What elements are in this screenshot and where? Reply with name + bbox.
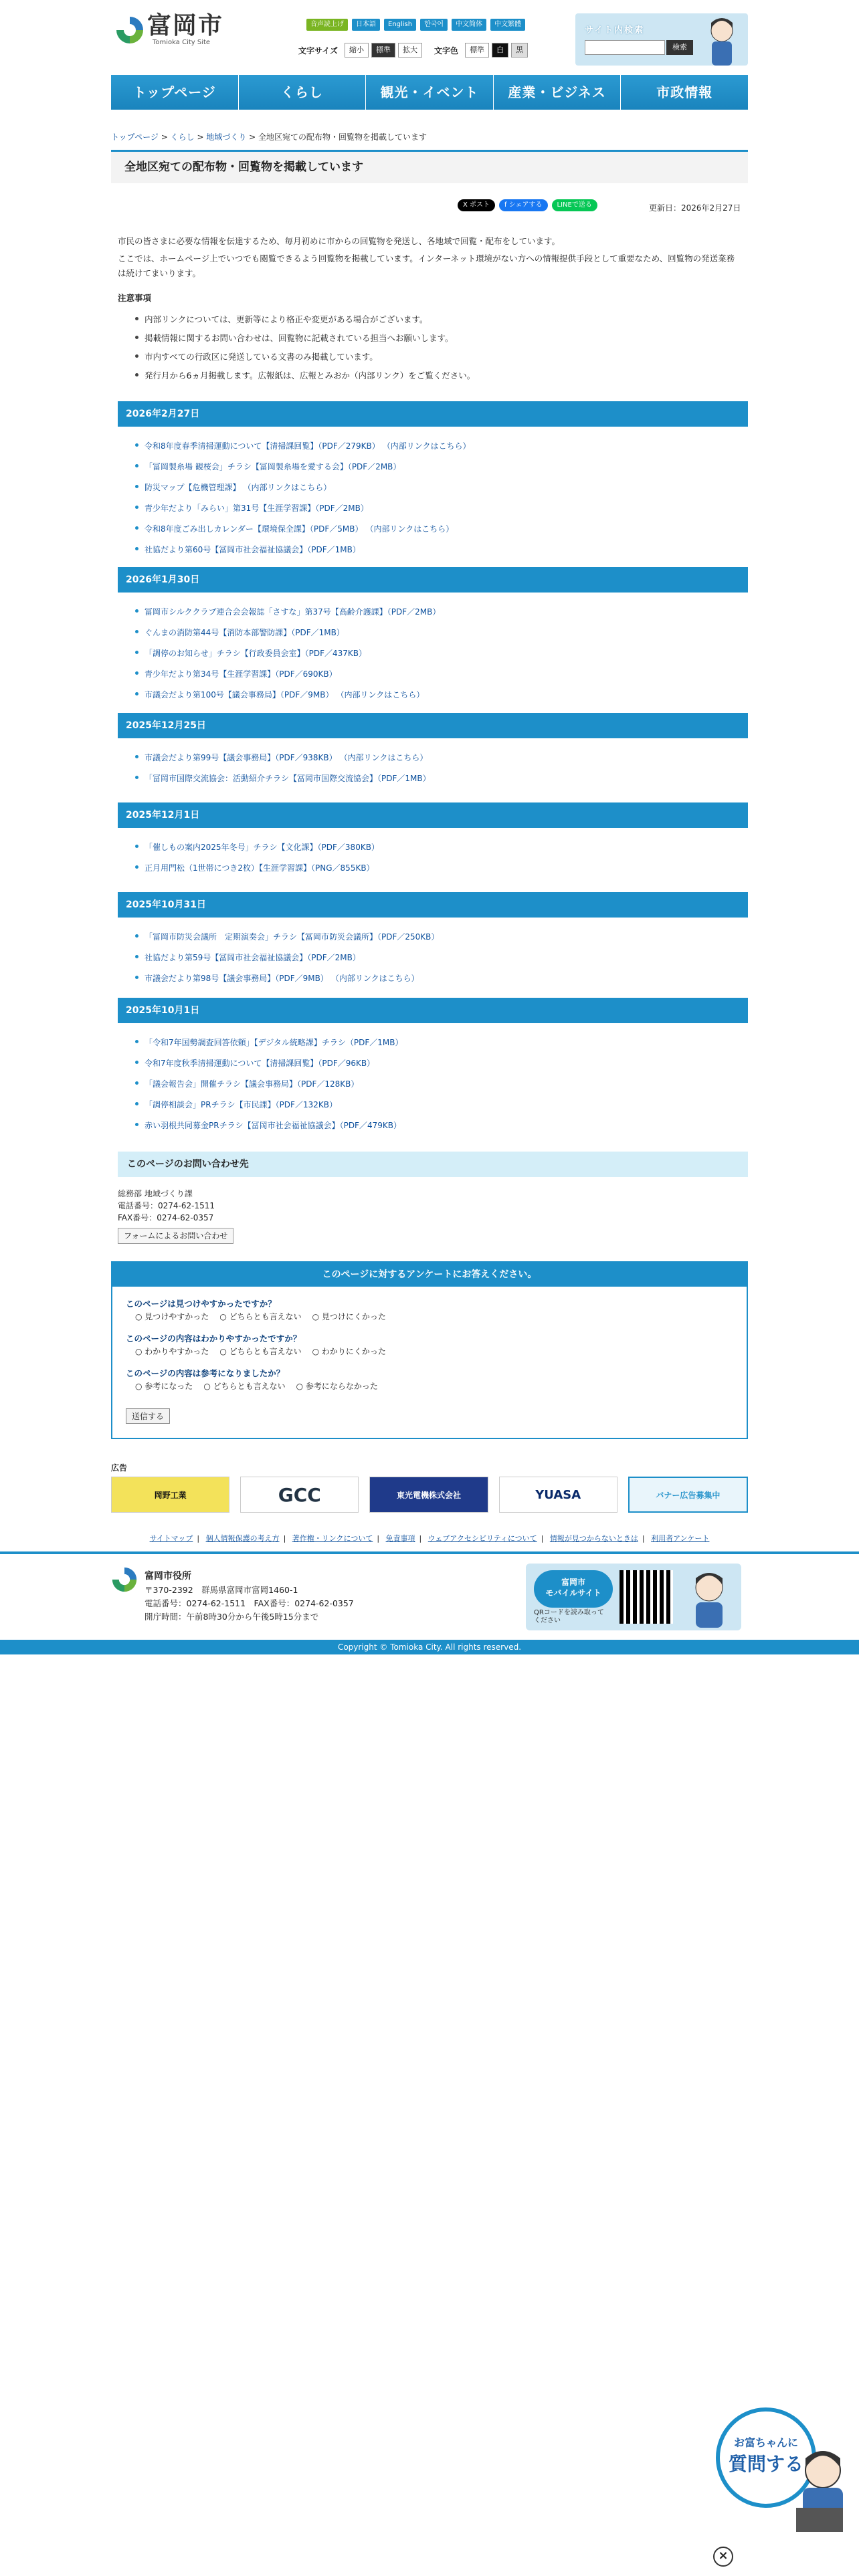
document-link[interactable]: 社協だより第59号【冨岡市社会福祉協議会】（PDF／2MB） [145,953,361,962]
list-item [145,647,748,659]
footer-link[interactable]: 著作権・リンクについて [292,1534,373,1543]
q1-option[interactable]: ○ どちらとも言えない [219,1311,301,1322]
document-link[interactable]: 「調停相談会」PRチラシ【市民課】（PDF／132KB） [145,1100,337,1109]
internal-link[interactable]: （内部リンクはこちら） [369,524,454,534]
list-item [145,502,748,514]
mascot-icon [681,1568,737,1628]
date-section [118,401,748,564]
survey-q3: このページの内容は参考になりましたか？ [126,1368,285,1378]
date-section [118,998,748,1140]
nav-sangyo[interactable]: 産業・ビジネス [494,75,622,110]
footer-link[interactable]: 免責事項 [385,1534,415,1543]
contact-form-button[interactable]: フォームによるお問い合わせ [118,1228,233,1244]
site-name-en: Tomioka City Site [153,39,211,46]
qr-code-icon [619,1570,673,1624]
internal-link[interactable]: （内部リンクはこちら） [386,441,471,451]
date-section [118,892,748,993]
intro-paragraph: 市民の皆さまに必要な情報を伝達するため、毎月初めに市からの回覧物を発送し、各地域で回覧・配布をしています。 [118,236,561,246]
ad-banner-recruit[interactable]: バナー広告募集中 [628,1477,748,1513]
site-name: 富岡市 [147,12,224,39]
ad-banner[interactable]: 岡野工業 [111,1477,229,1513]
q2-option[interactable]: ○ わかりにくかった [312,1346,386,1357]
site-search [575,13,748,66]
speech-button[interactable]: 音声読上げ [306,19,348,31]
crumb-chiiki[interactable]: 地域づくり [206,132,247,142]
list-item [145,606,748,617]
document-link[interactable]: 赤い羽根共同募金PRチラシ【冨岡市社会福祉協議会】（PDF／479KB） [145,1121,401,1130]
section-date-heading: 2025年12月25日 [118,713,748,738]
size-small-button[interactable]: 縮小 [345,43,369,58]
footer-link[interactable]: 利用者アンケート [651,1534,710,1543]
contact-title: このページのお問い合わせ先 [118,1152,748,1177]
line-share-button[interactable]: LINEで送る [552,199,597,211]
footer-link[interactable]: 個人情報保護の考え方 [205,1534,280,1543]
search-input[interactable] [585,40,665,55]
facebook-share-button[interactable]: f シェアする [499,199,548,211]
document-link[interactable]: 「議会報告会」開催チラシ【議会事務局】（PDF／128KB） [145,1079,359,1089]
internal-link[interactable]: （内部リンクはこちら） [247,483,332,492]
list-item [145,862,748,873]
crumb-kurashi[interactable]: くらし [170,132,195,142]
document-link[interactable]: 社協だより第60号【冨岡市社会福祉協議会】（PDF／1MB） [145,545,361,554]
updated-date: 更新日：2026年2月27日 [649,203,741,213]
document-link[interactable]: 「冨岡製糸場 観桜会」チラシ【冨岡製糸場を愛する会】（PDF／2MB） [145,462,401,471]
footer-name: 富岡市役所 [145,1571,191,1582]
list-item [145,481,748,493]
search-button[interactable]: 検索 [666,40,693,55]
internal-link[interactable]: （内部リンクはこちら） [343,753,428,762]
size-normal-button[interactable]: 標準 [371,43,395,58]
note-item: 掲載情報に関するお問い合わせは、回覧物に記載されている担当へお願いします。 [145,332,741,344]
document-link[interactable]: 青少年だより第34号【生涯学習課】（PDF／690KB） [145,669,337,679]
copyright: Copyright © Tomioka City. All rights reserved. [0,1640,859,1654]
lang-ko[interactable]: 한국어 [420,19,448,31]
ask-chatbot-button[interactable] [716,2403,856,2540]
size-label: 文字サイズ [298,45,339,56]
document-link[interactable]: 「冨岡市防災会議所 定期演奏会」チラシ【冨岡市防災会議所】（PDF／250KB） [145,932,440,942]
document-link[interactable]: 令和8年度春季清掃運動について【清掃課回覧】（PDF／279KB） [145,441,380,451]
survey-submit-button[interactable]: 送信する [126,1408,170,1424]
ask-line2: 質問する [728,2453,803,2475]
q3-option[interactable]: ○ 参考にならなかった [296,1380,378,1392]
note-item: 内部リンクについては、更新等により格正や変更がある場合がございます。 [145,313,741,325]
section-date-heading: 2025年10月31日 [118,892,748,918]
q1-option[interactable]: ○ 見つけやすかった [135,1311,209,1322]
size-large-button[interactable]: 拡大 [398,43,422,58]
document-link[interactable]: 令和7年度秋季清掃運動について【清掃課回覧】（PDF／96KB） [145,1059,375,1068]
section-date-heading: 2025年12月1日 [118,802,748,828]
list-item [145,1099,748,1110]
document-link[interactable]: 青少年だより「みらい」第31号【生涯学習課】（PDF／2MB） [145,504,369,513]
page-title: 全地区宛ての配布物・回覧物を掲載しています [111,150,748,183]
document-link[interactable]: ぐんまの消防第44号【消防本部警防課】（PDF／1MB） [145,628,345,637]
document-link[interactable]: 防災マップ【危機管理課】 [145,483,241,492]
contact-fax: FAX番号：0274-62-0357 [118,1213,214,1222]
footer-tel: 電話番号：0274-62-1511 FAX番号：0274-62-0357 [145,1598,354,1608]
nav-kurashi[interactable]: くらし [239,75,367,110]
nav-shisei[interactable]: 市政情報 [621,75,748,110]
list-item [145,689,748,700]
list-item [145,668,748,679]
list-item [145,1037,748,1048]
list-item [145,1119,748,1131]
ad-banner[interactable]: 東光電機株式会社 [369,1477,488,1513]
close-icon[interactable]: × [713,2547,733,2567]
q2-option[interactable]: ○ どちらとも言えない [219,1346,301,1357]
list-item [145,440,748,451]
document-link[interactable]: 「冨岡市国際交流協会：活動紹介チラシ【冨岡市国際交流協会】（PDF／1MB） [145,774,431,783]
list-item [145,841,748,853]
survey-q2: このページの内容はわかりやすかったですか？ [126,1333,302,1344]
crumb-current: 全地区宛ての配布物・回覧物を掲載しています [258,132,427,142]
mobile-site-banner[interactable] [526,1564,741,1630]
lang-zh-cn[interactable]: 中文简体 [452,19,486,31]
footer-hours: 開庁時間：午前8時30分から午後5時15分まで [145,1612,319,1622]
list-item [145,772,748,784]
q2-option[interactable]: ○ わかりやすかった [135,1346,209,1357]
list-item [145,523,748,534]
mobile-site-title: 富岡市 モバイルサイト [534,1570,613,1608]
document-link[interactable]: 令和8年度ごみ出しカレンダー【環境保全課】（PDF／5MB） [145,524,363,534]
color-normal-button[interactable]: 標準 [465,43,489,58]
note-item: 発行月から6ヵ月掲載します。広報紙は、広報とみおか（内部リンク）をご覧ください。 [145,369,741,381]
intro-paragraph: ここでは、ホームページ上でいつでも閲覧できるよう回覧物を掲載しています。インターネット環境がない方への情報提供手段として重要なため、回覧物の発送業務は続けてまいります。 [118,253,735,278]
site-footer [0,1551,859,1640]
mascot-icon [789,2444,856,2537]
city-emblem-icon [111,1566,138,1593]
nav-kanko[interactable]: 観光・イベント [366,75,494,110]
section-date-heading: 2025年10月1日 [118,998,748,1023]
date-section [118,567,748,710]
language-bar [306,19,525,31]
document-link[interactable]: 市議会だより第100号【議会事務局】（PDF／9MB） [145,690,334,700]
contact-dept: 総務部 地域づくり課 [118,1189,193,1198]
survey-form [111,1261,748,1439]
footer-address: 〒370-2392 群馬県富岡市富岡1460-1 [145,1585,298,1595]
date-section [118,713,748,793]
city-emblem-icon [115,15,145,45]
survey-title: このページに対するアンケートにお答えください。 [112,1263,747,1287]
note-item: 市内すべての行政区に発送している文書のみ掲載しています。 [145,350,741,362]
notes [118,292,741,388]
list-item [145,1057,748,1069]
footer-link[interactable]: 情報が見つからないときは [549,1534,638,1543]
notes-title: 注意事項 [118,293,152,303]
text-settings [298,43,528,58]
internal-link[interactable]: （内部リンクはこちら） [335,974,419,983]
ad-banner[interactable]: GCC [240,1477,359,1513]
footer-links: サイトマップ | 個人情報保護の考え方 | 著作権・リンクについて | 免責事項 | ウェブアクセシビリティについて | 情報が見つからないときは | 利用者アンケート [149,1534,710,1543]
document-link[interactable]: 市議会だより第98号【議会事務局】（PDF／9MB） [145,974,328,983]
breadcrumb: トップページ > くらし > 地域づくり > 全地区宛ての配布物・回覧物を掲載しています [111,132,427,142]
intro-text [118,234,741,281]
section-date-heading: 2026年2月27日 [118,401,748,427]
list-item [145,1078,748,1089]
color-white-button[interactable]: 白 [492,43,508,58]
internal-link[interactable]: （内部リンクはこちら） [340,690,425,700]
lang-zh-tw[interactable]: 中文繁體 [490,19,525,31]
document-link[interactable]: 冨岡市シルククラブ連合会会報誌「さすな」第37号【高齢介護課】（PDF／2MB） [145,607,441,617]
x-post-button[interactable]: X ポスト [458,199,495,211]
q1-option[interactable]: ○ 見つけにくかった [312,1311,386,1322]
mobile-site-desc: QRコードを読み取って ください [534,1609,604,1624]
global-nav [111,75,748,110]
q3-option[interactable]: ○ どちらとも言えない [203,1380,285,1392]
document-link[interactable]: 市議会だより第99号【議会事務局】（PDF／938KB） [145,753,337,762]
list-item [145,461,748,472]
footer-link[interactable]: サイトマップ [149,1534,193,1543]
document-link[interactable]: 「催しもの案内2025年冬号」チラシ【文化課】（PDF／380KB） [145,843,379,852]
ad-banner[interactable]: YUASA [499,1477,617,1513]
contact-box [118,1152,748,1244]
crumb-top[interactable]: トップページ [111,132,159,142]
ad-banners [111,1477,748,1513]
document-link[interactable]: 「調停のお知らせ」チラシ【行政委員会室】（PDF／437KB） [145,649,367,658]
list-item [145,972,748,984]
section-date-heading: 2026年1月30日 [118,567,748,593]
list-item [145,931,748,942]
share-buttons [458,199,597,211]
lang-en[interactable]: English [384,19,416,31]
search-label: サイト内検索 [585,25,645,35]
nav-top[interactable]: トップページ [111,75,239,110]
ad-label: 広告 [111,1463,128,1473]
document-link[interactable]: 「令和7年国勢調査回答依頼」【デジタル統略課】チラシ（PDF／1MB） [145,1038,403,1047]
list-item [145,752,748,763]
lang-ja[interactable]: 日本語 [352,19,380,31]
contact-tel: 電話番号：0274-62-1511 [118,1201,215,1210]
ask-line1: お富ちゃんに [733,2436,798,2449]
list-item [145,544,748,555]
footer-link[interactable]: ウェブアクセシビリティについて [427,1534,537,1543]
list-item [145,952,748,963]
color-black-button[interactable]: 黒 [511,43,528,58]
date-section [118,802,748,883]
mascot-icon [700,13,744,66]
site-logo[interactable] [115,13,223,46]
document-link[interactable]: 正月用門松（1世帯につき2枚）【生涯学習課】（PNG／855KB） [145,863,375,873]
survey-q1: このページは見つけやすかったですか？ [126,1299,276,1309]
list-item [145,627,748,638]
q3-option[interactable]: ○ 参考になった [135,1380,193,1392]
color-label: 文字色 [434,45,459,56]
